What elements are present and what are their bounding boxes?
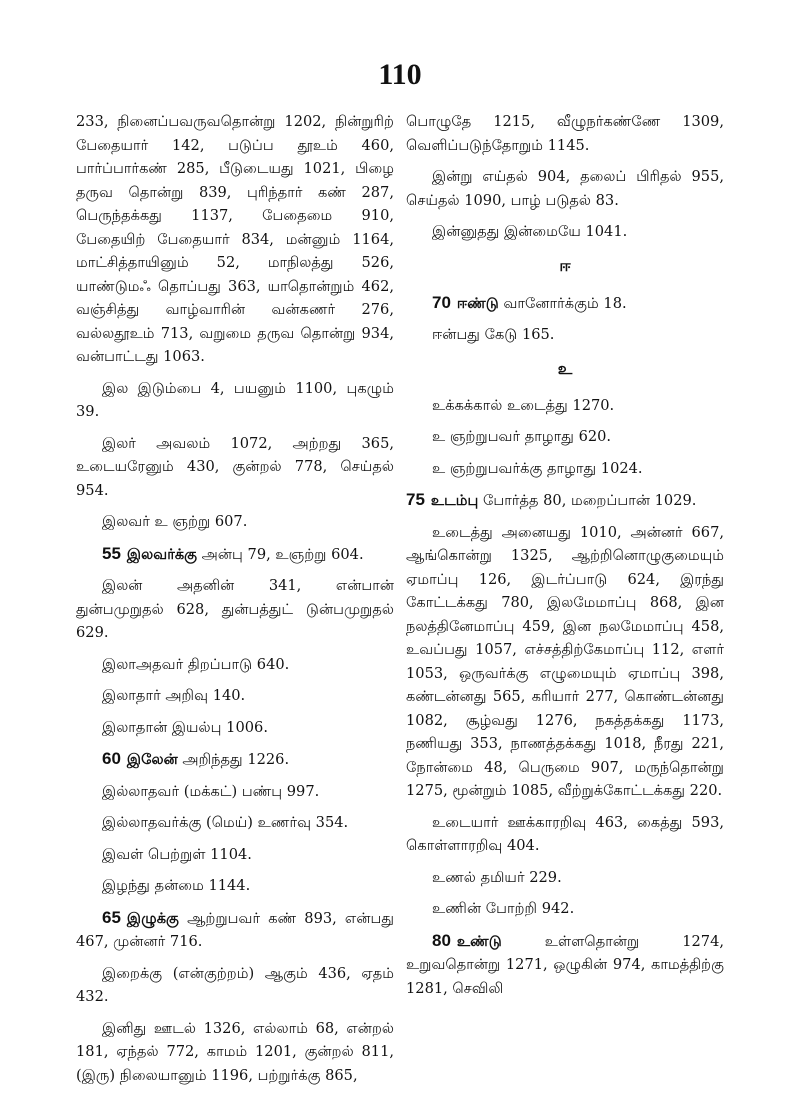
index-entry (406, 323, 724, 347)
index-entry (76, 432, 394, 503)
index-entry (406, 521, 724, 803)
entry-headword: இலவர்க்கு (126, 545, 198, 563)
section-letter: உ (557, 358, 573, 378)
index-entry (406, 110, 724, 157)
entry-text: உணல் தமியர் 229. (432, 868, 562, 886)
left-column (76, 110, 394, 1095)
index-entry (76, 811, 394, 835)
index-entry (406, 929, 724, 1001)
index-entry (76, 510, 394, 534)
entry-text: பொழுதே 1215, வீழுநர்கண்ணே 1309, வெளிப்படுந்தோறும் 1145. (406, 113, 724, 154)
entry-text: உணின் போற்றி 942. (432, 900, 575, 917)
index-entry (406, 394, 724, 418)
entry-text: இன்று எய்தல் 904, தலைப் பிரிதல் 955, செய்தல் 1090, பாழ் படுதல் 83. (406, 168, 724, 209)
entry-number: 80 (432, 930, 451, 950)
entry-text: இனிது ஊடல் 1326, எல்லாம் 68, என்றல் 181, ஏந்தல் 772, காமம் 1201, குன்றல் 811, (இரு) நிலையானும் 1196, பற்றுர்க்கு 865, (76, 1019, 394, 1084)
index-entry (406, 897, 724, 921)
entry-text: அறிந்தது 1226. (177, 751, 290, 768)
index-entry (406, 488, 724, 513)
index-entry (76, 843, 394, 867)
entry-text: இலர் அவலம் 1072, அற்றது 365, உடையரேனும் 430, குன்றல் 778, செய்தல் 954. (76, 434, 394, 499)
entry-text: 233, நினைப்பவருவதொன்று 1202, நின்றுரிற் பேதையார் 142, படுப்ப தூஉம் 460, பார்ப்பார்கண் 285, பீடுடையது 1021, பிழை தருவ தொன்று 839, புரிந்தார் கண் 287, பெருந்தக்கது 1137, பேதைமை 910, பேதையிற் பேதையார் 834, மன்னும் 1164, மாட்சித்தாயினும் 52, மாநிலத்து 526, யாண்டுமஃ தொப்பது 363, யாதொன்றும் 462, வஞ்சித்து வாழ்வாரின் வன்கணர் 276, வல்லதூஉம் 713, வறுமை தருவ தொன்று 934, வன்பாட்டது 1063. (76, 113, 394, 365)
entry-text: இலாஅதவர் திறப்பாடு 640. (102, 655, 290, 673)
entry-text: உ ஞற்றுபவர்க்கு தாழாது 1024. (432, 459, 643, 477)
index-entry (76, 377, 394, 424)
entry-headword: இலேன் (126, 751, 178, 768)
index-entry (76, 906, 394, 954)
index-entry (76, 684, 394, 708)
page-number: 110 (378, 58, 422, 91)
index-entry (406, 291, 724, 316)
entry-text: இல்லாதவர் (மக்கட்) பண்பு 997. (102, 782, 320, 800)
entry-number: 70 (432, 292, 451, 312)
entry-text: ஈன்பது கேடு 165. (432, 326, 555, 343)
entry-headword: உண்டு (456, 932, 502, 950)
entry-text: இல்லாதவர்க்கு (மெய்) உணர்வு 354. (102, 814, 349, 831)
index-entry (76, 716, 394, 740)
entry-number: 65 (102, 907, 121, 927)
entry-text: அன்பு 79, உஞற்று 604. (197, 545, 364, 563)
index-entry (76, 747, 394, 772)
entry-headword: இழுக்கு (126, 909, 179, 927)
entry-text: உள்ளதொன்று 1274, உறுவதொன்று 1271, ஒழுகின் 974, காமத்திற்கு 1281, செவிலி (406, 932, 724, 997)
index-entry (76, 653, 394, 677)
entry-number: 75 (406, 490, 425, 509)
index-entry (406, 811, 724, 858)
entry-text: இல இடும்பை 4, பயனும் 1100, புகழும் 39. (76, 379, 394, 420)
entry-text: வானோர்க்கும் 18. (498, 294, 627, 312)
index-entry (406, 425, 724, 449)
entry-headword: ஈண்டு (456, 294, 499, 312)
index-entry (76, 1017, 394, 1088)
entry-text: உடையார் ஊக்காரறிவு 463, கைத்து 593, கொள்ளாரறிவு 404. (406, 813, 724, 854)
index-entry (76, 874, 394, 898)
index-entry (76, 574, 394, 645)
entry-text: உடைத்து அனையது 1010, அன்னர் 667, ஆங்கொன்று 1325, ஆற்றினொழுகுமையும் ஏமாப்பு 126, இடர்ப்பாடு 624, இரந்து கோட்டக்கது 780, இலமேமாப்பு 868, இன நலத்தினேமாப்பு 459, இன நலமேமாப்பு 458, உவப்பது 1057, எச்சத்திற்கேமாப்பு 112, எளர் 1053, ஒருவர்க்கு எழுமையும் ஏமாப்பு 398, கண்டன்னது 565, கரியார் 277, கொண்டன்னது 1082, சூழ்வது 1276, நகத்தக்கது 1173, நணியது 353, நாணத்தக்கது 1018, நீரது 221, நோன்மை 48, பெருமை 907, மருந்தொன்று 1275, மூன்றும் 1085, வீற்றுக்கோட்டக்கது 220. (406, 523, 724, 799)
entry-text: உக்கக்கால் உடைத்து 1270. (432, 396, 615, 414)
entry-text: இலாதான் இயல்பு 1006. (102, 718, 268, 736)
entry-headword: உடம்பு (430, 492, 479, 509)
entry-text: இலாதார் அறிவு 140. (102, 687, 246, 704)
entry-text: இழந்து தன்மை 1144. (102, 877, 251, 894)
entry-text: இலன் அதனின் 341, என்பான் துன்பமுறுதல் 628, துன்பத்துட் டுன்பமுறுதல் 629. (76, 577, 394, 641)
index-entry (76, 542, 394, 567)
index-entry (76, 962, 394, 1009)
entry-number: 60 (102, 749, 121, 768)
index-entry (76, 110, 394, 369)
entry-text: போர்த்த 80, மறைப்பான் 1029. (478, 492, 697, 509)
entry-text: இவள் பெற்றுள் 1104. (102, 845, 252, 863)
right-column (406, 110, 724, 1008)
entry-text: இன்னுதது இன்மையே 1041. (432, 223, 628, 240)
entry-number: 55 (102, 543, 121, 563)
entry-text: இறைக்கு (என்குற்றம்) ஆகும் 436, ஏதம் 432. (76, 964, 394, 1005)
section-letter: ஈ (559, 255, 571, 275)
entry-text: உ ஞற்றுபவர் தாழாது 620. (432, 428, 612, 445)
index-entry (406, 866, 724, 890)
index-entry (76, 780, 394, 804)
index-entry (406, 165, 724, 212)
index-entry (406, 220, 724, 244)
index-entry (406, 457, 724, 481)
entry-text: இலவர் உ ஞற்று 607. (102, 513, 248, 530)
entry-text: ஆற்றுபவர் கண் 893, என்பது 467, முன்னர் 716. (76, 909, 394, 950)
